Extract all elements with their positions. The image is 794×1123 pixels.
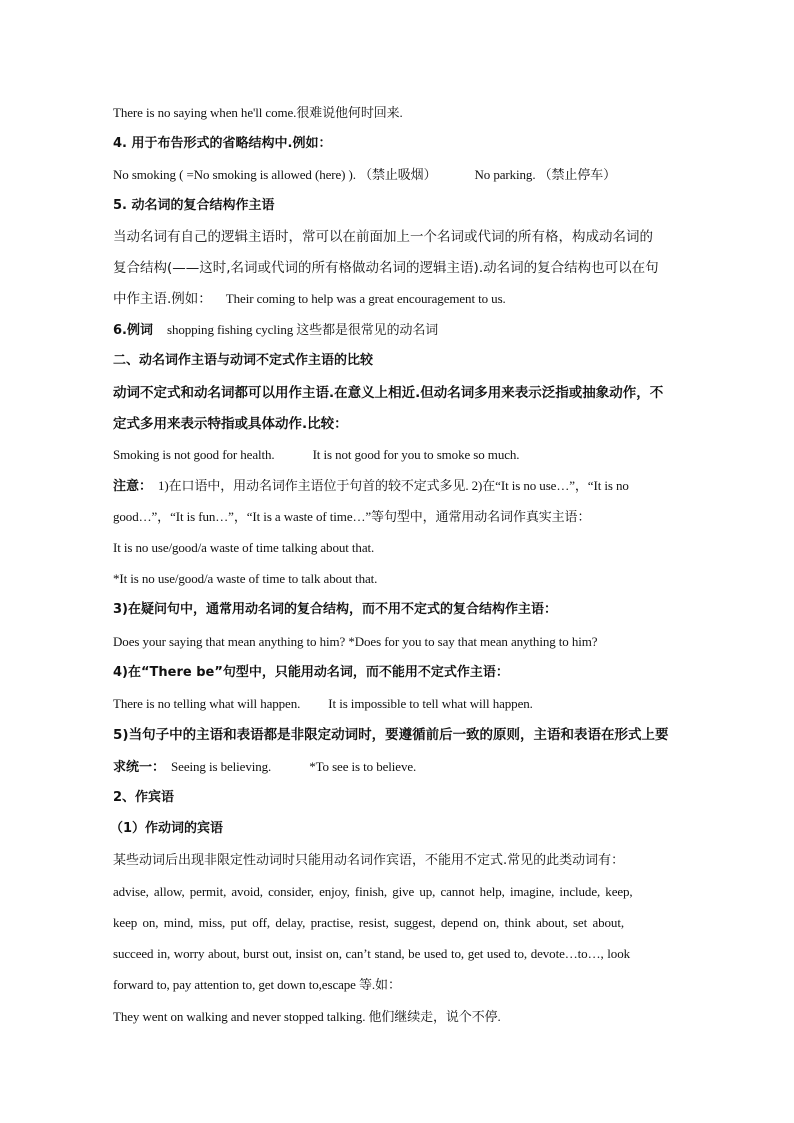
example-line: Does your saying that mean anything to him? *Does for you to say that mean anything to him? <box>113 634 598 649</box>
example-line <box>113 695 533 713</box>
paragraph-line: 某些动词后出现非限定性动词时只能用动名词作宾语，不能用不定式.常见的此类动词有： <box>113 853 625 868</box>
example-line: *It is no use/good/a waste of time to talk about that. <box>113 571 378 586</box>
rule-heading-4: 4)在“There be”句型中，只能用动名词，而不能用不定式作主语： <box>113 665 509 680</box>
rule-heading-5: 5)当句子中的主语和表语都是非限定动词时，要遵循前后一致的原则，主语和表语在形式上要 <box>113 727 669 743</box>
section-heading-object: 2、作宾语 <box>113 790 175 805</box>
verb-list-line: succeed in, worry about, burst out, insist on, can’t stand, be used to, get used to, devote…to…, look <box>113 946 630 961</box>
verb-list-line: keep on, mind, miss, put off, delay, practise, resist, suggest, depend on, think about, set about, <box>113 915 624 930</box>
example-infinitive: It is impossible to tell what will happen. <box>328 696 533 711</box>
example-no-smoking: No smoking ( =No smoking is allowed (here) ). （禁止吸烟） <box>113 167 437 182</box>
heading-4: 4. 用于布告形式的省略结构中.例如： <box>113 136 332 151</box>
rule-heading-3: 3)在疑问句中，通常用动名词的复合结构，而不用不定式的复合结构作主语： <box>113 602 557 617</box>
example-line: They went on walking and never stopped talking. 他们继续走，说个不停. <box>113 1009 501 1024</box>
example-infinitive: *To see is to believe. <box>309 759 417 774</box>
paragraph-line: 当动名词有自己的逻辑主语时，常可以在前面加上一个名词或代词的所有格，构成动名词的 <box>113 229 653 245</box>
sub-heading: （1）作动词的宾语 <box>110 821 224 836</box>
heading-5: 5. 动名词的复合结构作主语 <box>113 198 275 213</box>
verb-list-line: advise, allow, permit, avoid, consider, enjoy, finish, give up, cannot help, imagine, include, keep, <box>113 884 633 899</box>
heading-6: 6.例词 <box>113 323 153 338</box>
example-gerund: Seeing is believing. <box>171 759 272 774</box>
bold-paragraph-line: 动词不定式和动名词都可以用作主语.在意义上相近.但动名词多用来表示泛指或抽象动作，不 <box>113 385 664 401</box>
example-words-line <box>113 321 438 340</box>
example-gerund: Smoking is not good for health. <box>113 447 275 462</box>
example-gerund: There is no telling what will happen. <box>113 696 301 711</box>
example-infinitive: It is not good for you to smoke so much. <box>312 447 520 462</box>
paragraph-line <box>113 290 506 309</box>
rule-heading-5-cont <box>113 758 416 777</box>
paragraph-line: 复合结构(——这时,名词或代词的所有格做动名词的逻辑主语).动名词的复合结构也可以在句 <box>113 260 659 276</box>
verb-list-line: forward to, pay attention to, get down to,escape 等.如： <box>113 977 401 992</box>
example-words: shopping fishing cycling 这些都是很常见的动名词 <box>166 322 439 337</box>
example-line <box>113 446 519 464</box>
bold-paragraph-line: 定式多用来表示特指或具体动作.比较： <box>113 416 348 432</box>
paragraph-text: 中作主语.例如： <box>113 291 212 307</box>
example-line <box>113 166 616 184</box>
note-text: 1)在口语中，用动名词作主语位于句首的较不定式多见. 2)在“It is no use…”，“It is no <box>158 478 629 493</box>
example-no-parking: No parking. （禁止停车） <box>474 167 617 182</box>
example-line: There is no saying when he'll come.很难说他何时回来. <box>113 105 403 120</box>
note-line <box>113 477 629 496</box>
example-text: Their coming to help was a great encouragement to us. <box>225 291 506 306</box>
rule-heading-text: 求统一： <box>113 760 166 775</box>
note-line: good…”，“It is fun…”，“It is a waste of time…”等句型中，通常用动名词作真实主语： <box>113 509 591 524</box>
example-line: It is no use/good/a waste of time talking about that. <box>113 540 375 555</box>
note-label: 注意： <box>113 479 153 494</box>
section-heading-2: 二、动名词作主语与动词不定式作主语的比较 <box>113 353 374 368</box>
